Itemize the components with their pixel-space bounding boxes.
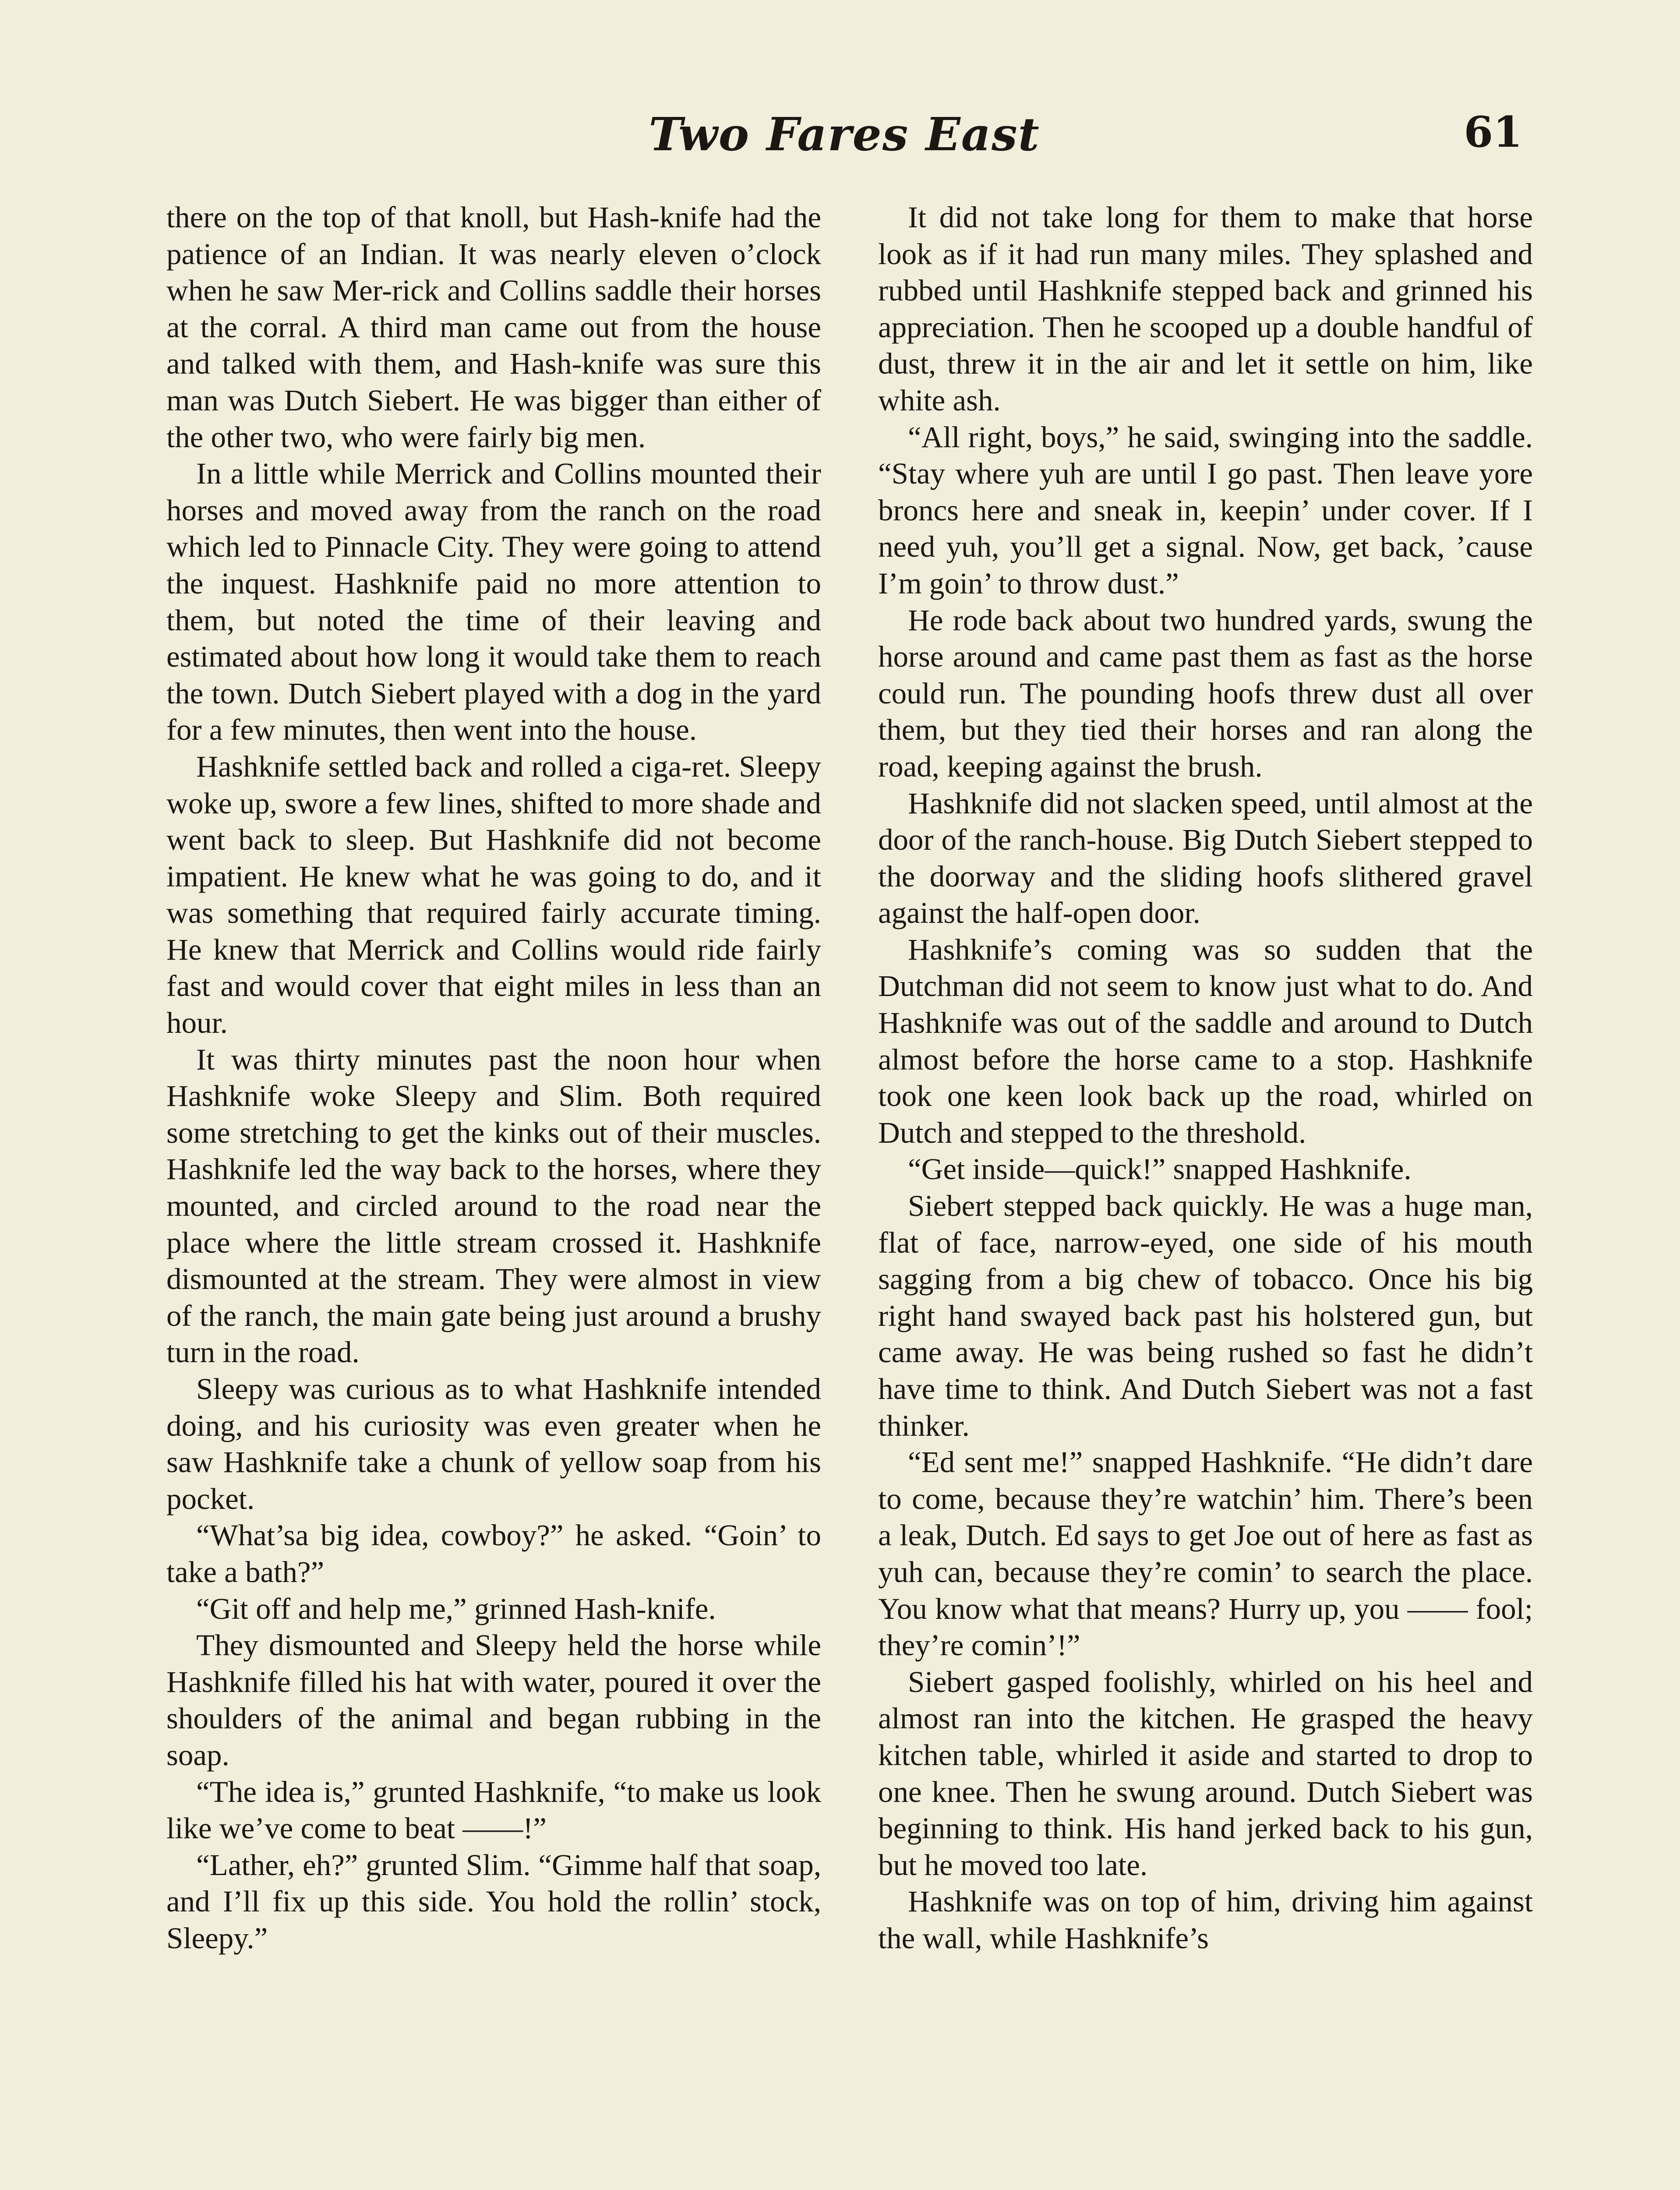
paragraph: “All right, boys,” he said, swinging into the saddle. “Stay where yuh are until I go past. Then leave yore broncs here and sneak in, keepin’ under cover. If I need yuh, you’ll get a signal. Now, get back, ’cause I’m goin’ to throw dust.”	[878, 420, 1533, 600]
paragraph: They dismounted and Sleepy held the horse while Hashknife filled his hat with water, poured it over the shoulders of the animal and began rubbing in the soap.	[166, 1628, 821, 1772]
left-column	[166, 199, 821, 2190]
paragraph: Hashknife did not slacken speed, until almost at the door of the ranch-house. Big Dutch Siebert stepped to the doorway and the sliding hoofs slithered gravel against the half-open door.	[878, 786, 1533, 930]
paragraph: Hashknife’s coming was so sudden that the Dutchman did not seem to know just what to do. And Hashknife was out of the saddle and around to Dutch almost before the horse came to a stop. Hashknife took one keen look back up the road, whirled on Dutch and stepped to the threshold.	[878, 933, 1533, 1149]
paragraph: Siebert stepped back quickly. He was a huge man, flat of face, narrow-eyed, one side of his mouth sagging from a big chew of tobacco. Once his big right hand swayed back past his holstered gun, but came away. He was being rushed so fast he didn’t have time to think. And Dutch Siebert was not a fast thinker.	[878, 1189, 1533, 1442]
paragraph: “What’sa big idea, cowboy?” he asked. “Goin’ to take a bath?”	[166, 1519, 821, 1589]
paragraph: “Lather, eh?” grunted Slim. “Gimme half that soap, and I’ll fix up this side. You hold the rollin’ stock, Sleepy.”	[166, 1848, 821, 1955]
paragraph: In a little while Merrick and Collins mounted their horses and moved away from the ranch on the road which led to Pinnacle City. They were going to attend the inquest. Hashknife paid no more attention to them, but noted the time of their leaving and estimated about how long it would take them to reach the town. Dutch Siebert played with a dog in the yard for a few minutes, then went into the house.	[166, 457, 821, 747]
text-columns	[166, 199, 1533, 2190]
paragraph: “Ed sent me!” snapped Hashknife. “He didn’t dare to come, because they’re watchin’ him. There’s been a leak, Dutch. Ed says to get Joe out of here as fast as yuh can, because they’re comin’ to search the place. You know what that means? Hurry up, you —— fool; they’re comin’!”	[878, 1445, 1533, 1662]
paragraph: He rode back about two hundred yards, swung the horse around and came past them as fast as the horse could run. The pounding hoofs threw dust all over them, but they tied their horses and ran along the road, keeping against the brush.	[878, 603, 1533, 783]
paragraph: Sleepy was curious as to what Hashknife intended doing, and his curiosity was even greater when he saw Hashknife take a chunk of yellow soap from his pocket.	[166, 1372, 821, 1515]
page-header	[166, 107, 1522, 173]
paragraph: Hashknife was on top of him, driving him against the wall, while Hashknife’s	[878, 1885, 1533, 1955]
paragraph: “Get inside—quick!” snapped Hashknife.	[908, 1152, 1412, 1186]
page-number: 61	[1464, 107, 1522, 157]
running-title: Two Fares East	[649, 107, 1040, 161]
paragraph: It was thirty minutes past the noon hour when Hashknife woke Sleepy and Slim. Both required some stretching to get the kinks out of their muscles. Hashknife led the way back to the horses, where they mounted, and circled around to the road near the place where the little stream crossed it. Hashknife dismounted at the stream. They were almost in view of the ranch, the main gate being just around a brushy turn in the road.	[166, 1042, 821, 1369]
paragraph: “Git off and help me,” grinned Hash-knife.	[196, 1592, 716, 1625]
paragraph: It did not take long for them to make that horse look as if it had run many miles. They splashed and rubbed until Hashknife stepped back and grinned his appreciation. Then he scooped up a double handful of dust, threw it in the air and let it settle on him, like white ash.	[878, 201, 1533, 417]
paragraph: Hashknife settled back and rolled a ciga-ret. Sleepy woke up, swore a few lines, shifted to more shade and went back to sleep. But Hashknife did not become impatient. He knew what he was going to do, and it was something that required fairly accurate timing. He knew that Merrick and Collins would ride fairly fast and would cover that eight miles in less than an hour.	[166, 749, 821, 1040]
paragraph: there on the top of that knoll, but Hash-knife had the patience of an Indian. It was nearly eleven o’clock when he saw Mer-rick and Collins saddle their horses at the corral. A third man came out from the house and talked with them, and Hash-knife was sure this man was Dutch Siebert. He was bigger than either of the other two, who were fairly big men.	[166, 201, 821, 454]
paragraph: “The idea is,” grunted Hashknife, “to make us look like we’ve come to beat ——!”	[166, 1775, 821, 1845]
paragraph: Siebert gasped foolishly, whirled on his heel and almost ran into the kitchen. He grasped the heavy kitchen table, whirled it aside and started to drop to one knee. Then he swung around. Dutch Siebert was beginning to think. His hand jerked back to his gun, but he moved too late.	[878, 1665, 1533, 1882]
right-column	[878, 199, 1533, 2190]
